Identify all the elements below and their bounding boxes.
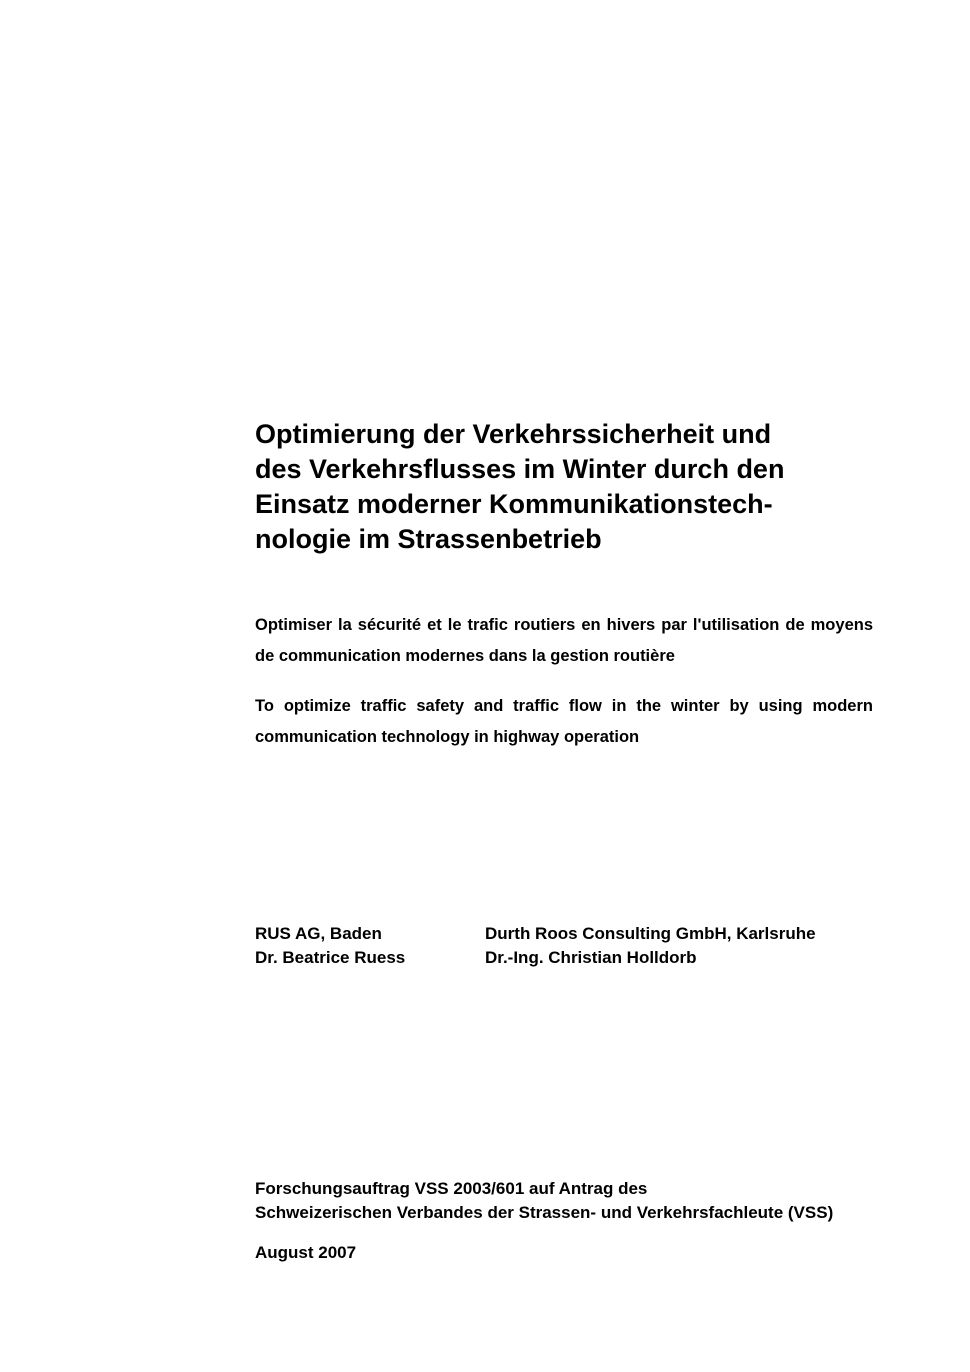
authors-organizations-row <box>255 922 816 946</box>
title-line: Einsatz moderner Kommunikationstech- <box>255 489 773 519</box>
authors-block <box>255 922 816 970</box>
document-title <box>255 417 895 557</box>
author-person-right: Dr.-Ing. Christian Holldorb <box>485 948 697 967</box>
research-mandate <box>255 1177 833 1225</box>
title-line: nologie im Strassenbetrieb <box>255 524 602 554</box>
authors-persons-row <box>255 946 816 970</box>
title-line: Optimierung der Verkehrssicherheit und <box>255 419 772 449</box>
title-line: des Verkehrsflusses im Winter durch den <box>255 454 785 484</box>
author-person-left: Dr. Beatrice Ruess <box>255 948 406 967</box>
author-organization-left: RUS AG, Baden <box>255 924 382 943</box>
author-organization-right: Durth Roos Consulting GmbH, Karlsruhe <box>485 924 816 943</box>
research-mandate-line: Forschungsauftrag VSS 2003/601 auf Antrag des <box>255 1179 648 1198</box>
subtitle-french: Optimiser la sécurité et le trafic routiers en hivers par l'utilisation de moyens de communication modernes dans la gestion routière <box>255 616 873 665</box>
research-mandate-line: Schweizerischen Verbandes der Strassen- und Verkehrsfachleute (VSS) <box>255 1203 834 1222</box>
subtitle-english: To optimize traffic safety and traffic flow in the winter by using modern communication technology in highway operation <box>255 697 873 746</box>
publication-date: August 2007 <box>255 1243 357 1262</box>
